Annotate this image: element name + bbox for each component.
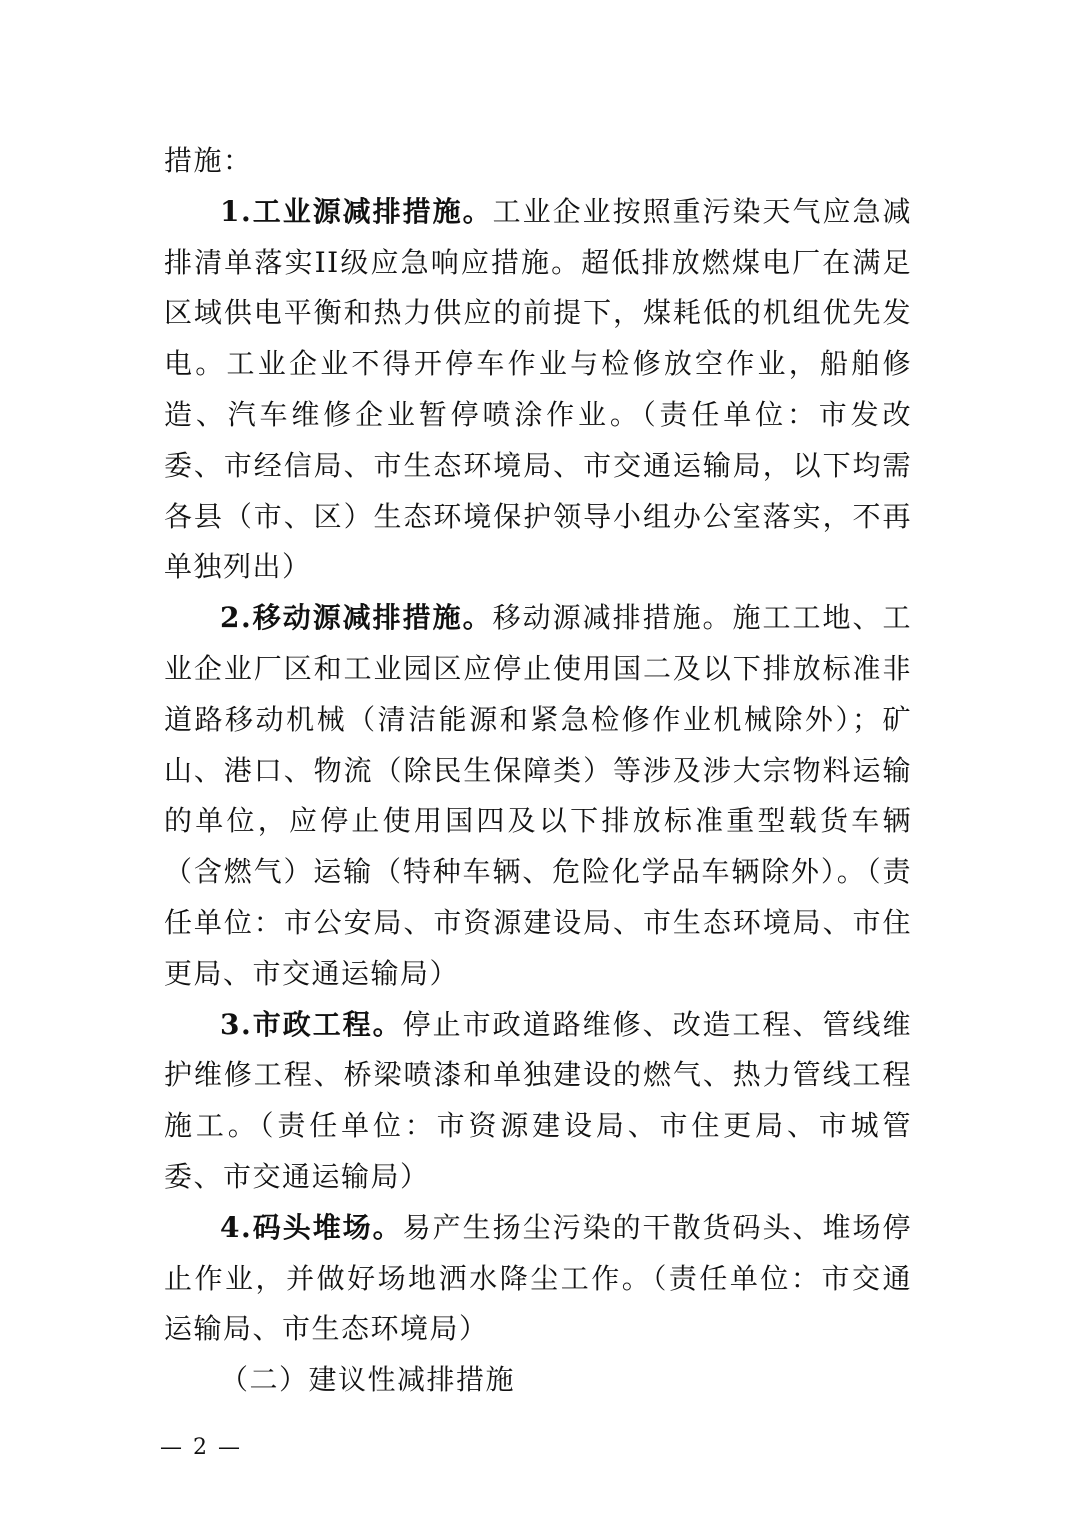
item-4-paragraph	[164, 1203, 912, 1355]
item-3-paragraph	[164, 1000, 912, 1203]
item-1-paragraph	[164, 187, 912, 593]
item-3-body: 停止市政道路维修、改造工程、管线维护维修工程、桥梁喷漆和单独建设的燃气、热力管线工程施工。（责任单位：市资源建设局、市住更局、市城管委、市交通运输局）	[164, 1007, 912, 1193]
item-3-heading: 3.市政工程。	[220, 1007, 403, 1041]
item-1-body: 工业企业按照重污染天气应急减排清单落实II级应急响应措施。超低排放燃煤电厂在满足区域供电平衡和热力供应的前提下，煤耗低的机组优先发电。工业企业不得开停车作业与检修放空作业，船舶修造、汽车维修企业暂停喷涂作业。（责任单位：市发改委、市经信局、市生态环境局、市交通运输局，以下均需各县（市、区）生态环境保护领导小组办公室落实，不再单独列出）	[164, 194, 912, 584]
item-2-paragraph	[164, 593, 912, 999]
item-2-heading: 2.移动源减排措施。	[220, 601, 493, 635]
intro-text: 措施：	[164, 144, 253, 177]
item-2-body: 移动源减排措施。施工工地、工业企业厂区和工业园区应停止使用国二及以下排放标准非道路移动机械（清洁能源和紧急检修作业机械除外）；矿山、港口、物流（除民生保障类）等涉及涉大宗物料运输的单位，应停止使用国四及以下排放标准重型载货车辆（含燃气）运输（特种车辆、危险化学品车辆除外）。（责任单位：市公安局、市资源建设局、市生态环境局、市住更局、市交通运输局）	[164, 601, 912, 990]
page-number: — 2 —	[160, 1435, 242, 1460]
item-4-heading: 4.码头堆场。	[220, 1210, 403, 1244]
section-subheading: （二）建议性减排措施	[220, 1363, 516, 1397]
item-1-heading: 1.工业源减排措施。	[220, 194, 493, 228]
document-body	[164, 136, 912, 1406]
item-4-body: 易产生扬尘污染的干散货码头、堆场停止作业，并做好场地洒水降尘工作。（责任单位：市交通运输局、市生态环境局）	[164, 1210, 912, 1346]
